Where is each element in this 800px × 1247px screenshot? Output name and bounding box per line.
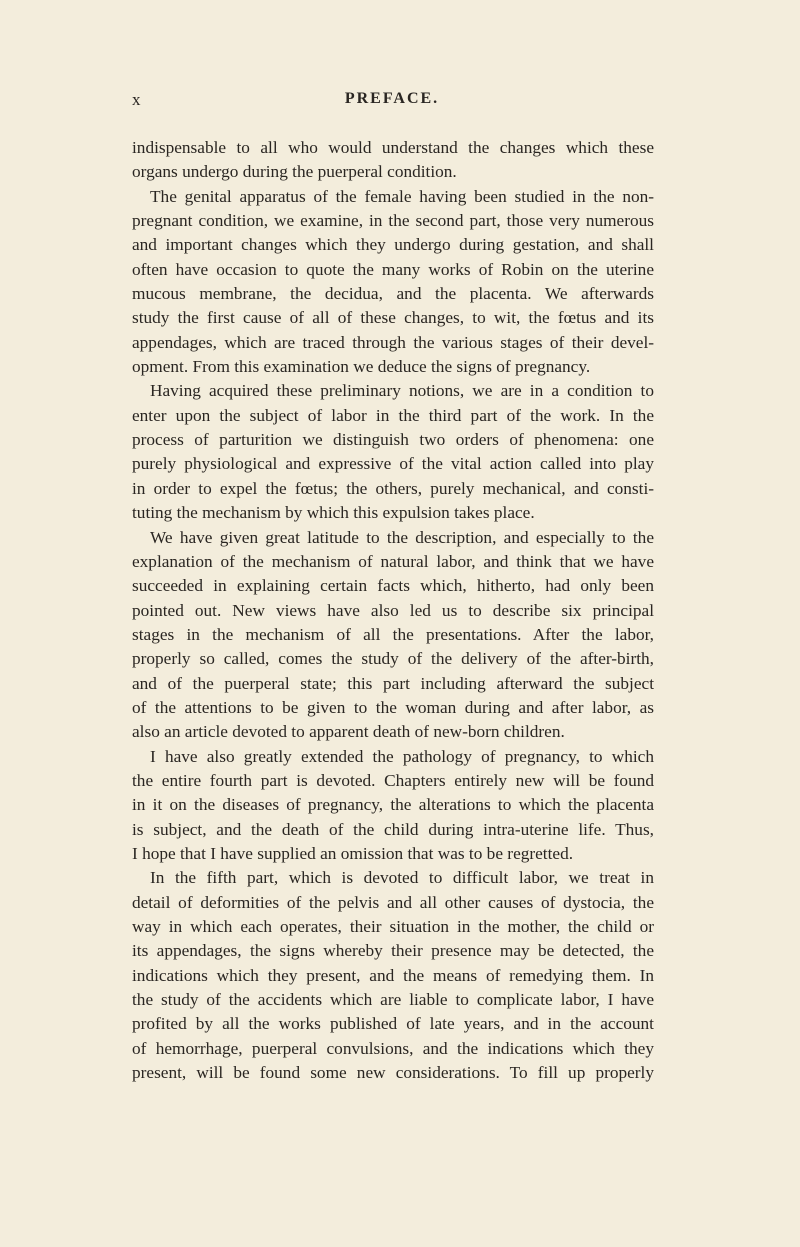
text-line: way in which each operates, their situation in the mother, the child or [132,917,654,936]
text-line: stages in the mechanism of all the presentations. After the labor, [132,624,654,644]
text-line: The genital apparatus of the female having been studied in the non- [150,186,654,206]
page-number: x [132,90,142,109]
text-line: of hemorrhage, puerperal convulsions, and the indications which they [132,1038,654,1058]
text-line: in order to expel the fœtus; the others, purely mechanical, and consti- [132,478,654,498]
text-line: process of parturition we distinguish two orders of phenomena: one [132,430,654,450]
text-line: of the attentions to be given to the woman during and after labor, as [132,697,654,717]
text-line: purely physiological and expressive of the vital action called into play [132,454,654,474]
text-line: indications which they present, and the means of remedying them. In [132,965,654,985]
text-line: detail of deformities of the pelvis and all other causes of dystocia, the [132,892,654,912]
text-line: pregnant condition, we examine, in the second part, those very numerous [132,211,654,231]
text-line: its appendages, the signs whereby their presence may be detected, the [132,941,654,961]
text-line: in it on the diseases of pregnancy, the alterations to which the placenta [132,795,654,815]
text-line: mucous membrane, the decidua, and the placenta. We afterwards [132,284,654,304]
text-line: present, will be found some new considerations. To fill up properly [132,1063,654,1083]
text-line: also an article devoted to apparent death of new-born children. [132,722,565,742]
text-line: Having acquired these preliminary notions, we are in a condition to [150,381,654,401]
text-line: properly so called, comes the study of the delivery of the after-birth, [132,649,654,669]
text-line: enter upon the subject of labor in the third part of the work. In the [132,405,654,425]
text-line: I have also greatly extended the pathology of pregnancy, to which [150,746,654,766]
text-line: and of the puerperal state; this part including afterward the subject [132,673,654,693]
text-line: tuting the mechanism by which this expulsion takes place. [132,503,535,523]
text-line: In the fifth part, which is devoted to difficult labor, we treat in [150,868,654,888]
text-line: study the first cause of all of these changes, to wit, the fœtus and its [132,308,654,328]
text-line: is subject, and the death of the child during intra-uterine life. Thus, [132,819,654,839]
text-line: pointed out. New views have also led us to describe six principal [132,600,654,620]
text-line: the study of the accidents which are liable to complicate labor, I have [132,990,654,1010]
text-line: often have occasion to quote the many works of Robin on the uterine [132,259,654,279]
text-line: profited by all the works published of late years, and in the account [132,1014,654,1034]
preface-body-text [132,136,654,1085]
text-line: organs undergo during the puerperal condition. [132,162,457,182]
text-line: and important changes which they undergo during gestation, and shall [132,235,654,255]
text-line: I hope that I have supplied an omission that was to be regretted. [132,843,574,863]
page-header [132,90,652,118]
text-line: opment. From this examination we deduce the signs of pregnancy. [132,357,591,377]
text-line: We have given great latitude to the description, and especially to the [150,527,654,547]
text-line: explanation of the mechanism of natural labor, and think that we have [132,551,654,571]
text-line: succeeded in explaining certain facts which, hitherto, had only been [132,576,654,596]
text-line: indispensable to all who would understand the changes which these [132,138,654,157]
running-title: PREFACE. [344,90,440,107]
text-line: appendages, which are traced through the various stages of their devel- [132,332,654,352]
text-line: the entire fourth part is devoted. Chapters entirely new will be found [132,770,654,790]
